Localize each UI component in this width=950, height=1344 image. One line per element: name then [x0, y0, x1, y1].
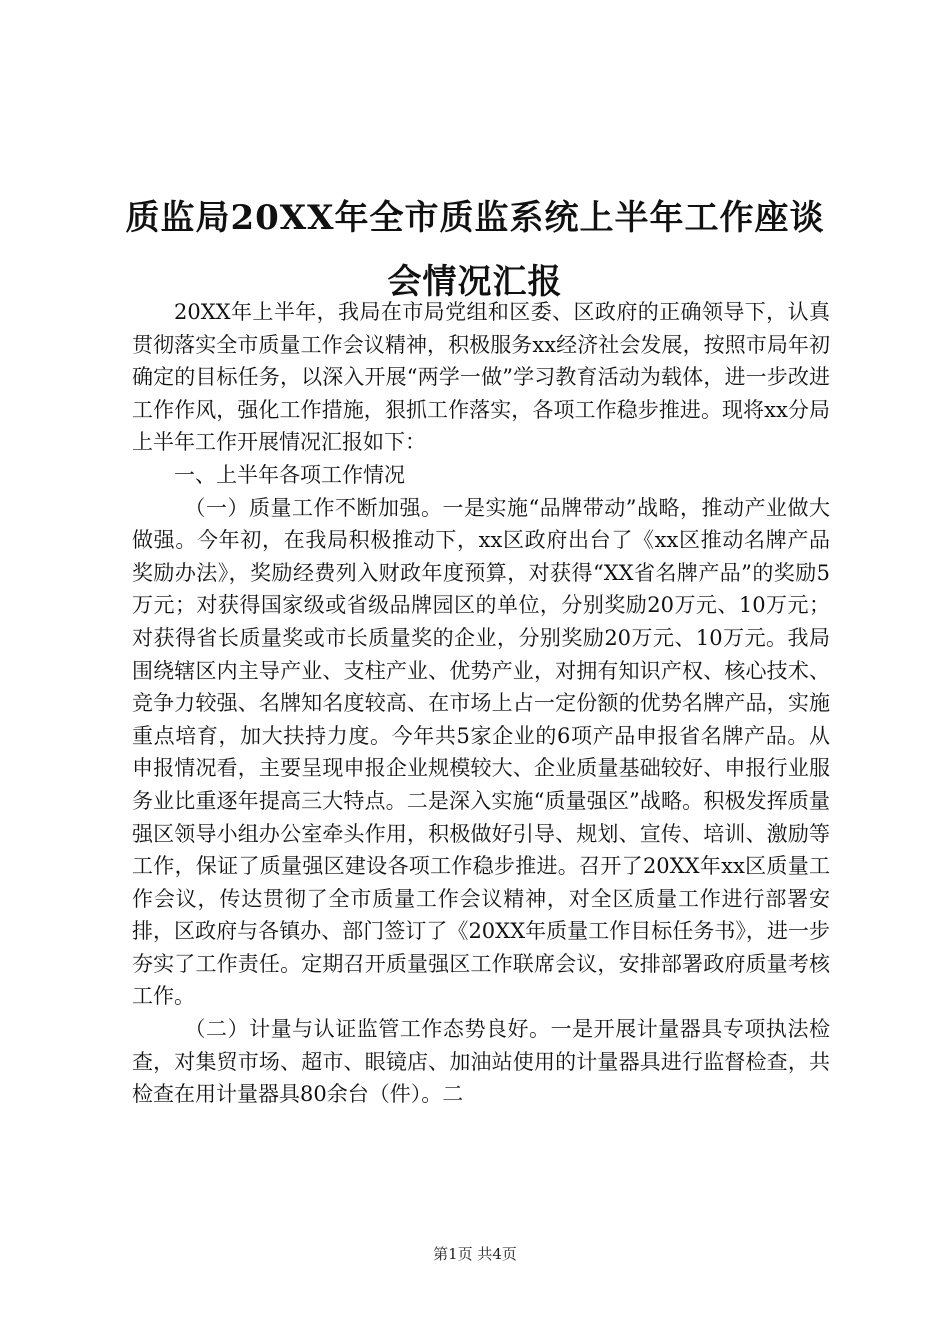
title-line-1: 质监局20XX年全市质监系统上半年工作座谈: [125, 198, 825, 238]
page-number: 第1页 共4页: [433, 1245, 517, 1263]
document-body: [132, 296, 830, 1111]
intro-paragraph: 20XX年上半年，我局在市局党组和区委、区政府的正确领导下，认真贯彻落实全市质量工作会议精神，积极服务xx经济社会发展，按照市局年初确定的目标任务，以深入开展“两学一做”学习教育活动为载体，进一步改进工作作风，强化工作措施，狠抓工作落实，各项工作稳步推进。现将xx分局上半年工作开展情况汇报如下：: [132, 300, 830, 455]
document-title: [120, 186, 830, 314]
metrology-paragraph: （二）计量与认证监管工作态势良好。一是开展计量器具专项执法检查，对集贸市场、超市、眼镜店、加油站使用的计量器具进行监督检查，共检查在用计量器具80余台（件）。二: [132, 1017, 830, 1107]
quality-work-paragraph: （一）质量工作不断加强。一是实施“品牌带动”战略，推动产业做大做强。今年初，在我局积极推动下，xx区政府出台了《xx区推动名牌产品奖励办法》，奖励经费列入财政年度预算，对获得“XX省名牌产品”的奖励5万元；对获得国家级或省级品牌园区的单位，分别奖励20万元、10万元；对获得省长质量奖或市长质量奖的企业，分别奖励20万元、10万元。我局围绕辖区内主导产业、支柱产业、优势产业，对拥有知识产权、核心技术、竞争力较强、名牌知名度较高、在市场上占一定份额的优势名牌产品，实施重点培育，加大扶持力度。今年共5家企业的6项产品申报省名牌产品。从申报情况看，主要呈现申报企业规模较大、企业质量基础较好、申报行业服务业比重逐年提高三大特点。二是深入实施“质量强区”战略。积极发挥质量强区领导小组办公室牵头作用，积极做好引导、规划、宣传、培训、激励等工作，保证了质量强区建设各项工作稳步推进。召开了20XX年xx区质量工作会议，传达贯彻了全市质量工作会议精神，对全区质量工作进行部署安排，区政府与各镇办、部门签订了《20XX年质量工作目标任务书》，进一步夯实了工作责任。定期召开质量强区工作联席会议，安排部署政府质量考核工作。: [132, 495, 830, 1009]
title-line-2: 会情况汇报: [387, 262, 563, 302]
section-heading: 一、上半年各项工作情况: [174, 462, 405, 487]
